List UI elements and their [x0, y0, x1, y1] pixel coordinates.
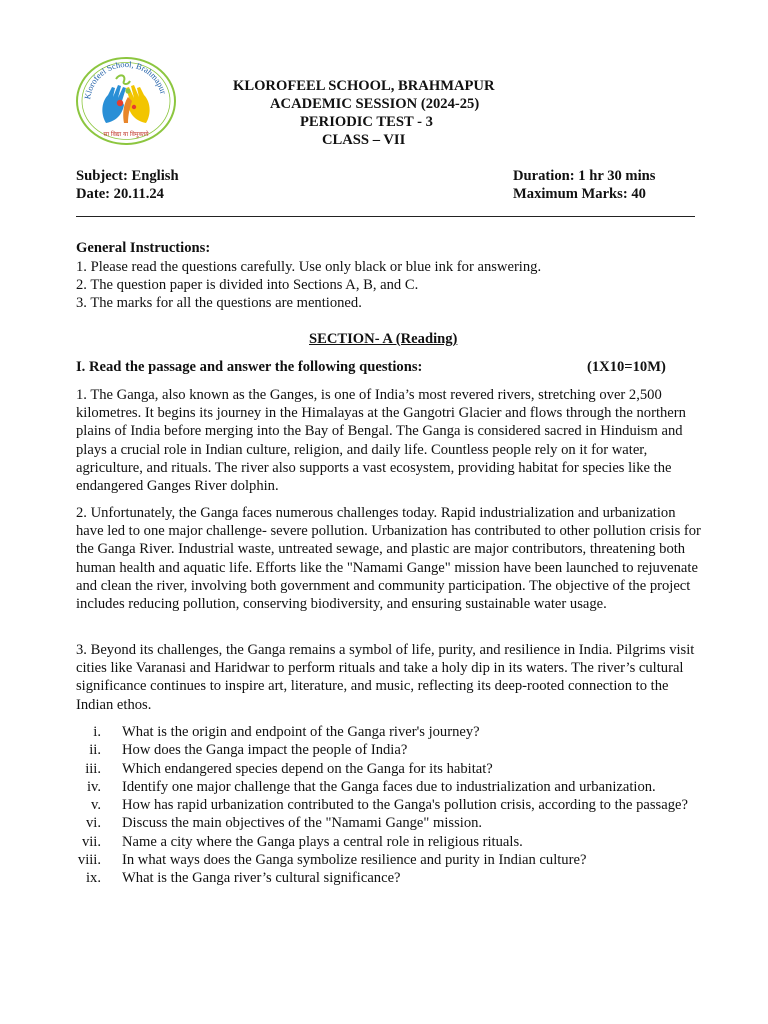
- date-label: Date: 20.11.24: [76, 186, 164, 202]
- passage-paragraph-3: 3. Beyond its challenges, the Ganga remains a symbol of life, purity, and resilience in India. Pilgrims visit cities like Varanasi and Haridwar to perform rituals and take a holy dip in its waters. The river’s cultural significance continues to inspire art, literature, and music, reflecting its deep-rooted connection to the Indian ethos.: [76, 642, 695, 713]
- school-logo-emblem: [76, 57, 176, 145]
- class-label: CLASS – VII: [322, 132, 406, 148]
- question-item: [76, 833, 704, 851]
- question-text: Identify one major challenge that the Ganga faces due to industrialization and urbanization.: [122, 778, 656, 795]
- question-item: [76, 796, 704, 814]
- question-number: ix.: [86, 870, 101, 887]
- question-number: v.: [91, 797, 101, 814]
- question-text: What is the Ganga river’s cultural significance?: [122, 870, 401, 887]
- passage-paragraph-1: 1. The Ganga, also known as the Ganges, is one of India’s most revered rivers, stretching over 2,500 kilometres. It begins its journey in the Himalayas at the Gangotri Glacier and flows through the northern plains of India before merging into the Bay of Bengal. The Ganga is considered sacred in Hinduism and plays a crucial role in Indian culture, religion, and daily life. Countless people rely on it for water, agriculture, and rituals. The river also supports a vast ecosystem, providing habitat for species like the endangered Ganges River dolphin.: [76, 387, 686, 495]
- logo-motto: सा विद्या या विमुक्तये: [103, 131, 149, 138]
- instruction-item: 2. The question paper is divided into Sections A, B, and C.: [76, 277, 419, 293]
- question-item: [76, 723, 704, 741]
- max-marks-label: Maximum Marks: 40: [513, 186, 646, 202]
- duration-label: Duration: 1 hr 30 mins: [513, 168, 656, 184]
- instruction-item: 1. Please read the questions carefully. Use only black or blue ink for answering.: [76, 259, 542, 275]
- subject-label: Subject: English: [76, 168, 179, 184]
- question-heading: I. Read the passage and answer the following questions:: [76, 359, 423, 375]
- question-text: In what ways does the Ganga symbolize resilience and purity in Indian culture?: [122, 852, 587, 869]
- meta-row-date: [76, 185, 676, 203]
- question-text: What is the origin and endpoint of the Ganga river's journey?: [122, 724, 480, 740]
- question-number: iii.: [85, 760, 101, 777]
- meta-row-subject: [76, 167, 676, 185]
- test-title: PERIODIC TEST - 3: [300, 114, 433, 130]
- question-item: [76, 869, 704, 887]
- question-number: vi.: [86, 815, 101, 832]
- question-number: ii.: [89, 742, 101, 759]
- academic-session: ACADEMIC SESSION (2024-25): [270, 96, 480, 112]
- question-marks: (1X10=10M): [587, 359, 666, 375]
- question-item: [76, 760, 704, 778]
- question-number: vii.: [81, 833, 101, 850]
- question-item: [76, 778, 704, 796]
- instruction-item: 3. The marks for all the questions are mentioned.: [76, 295, 362, 311]
- question-text: How has rapid urbanization contributed to the Ganga's pollution crisis, according to the passage?: [122, 797, 688, 814]
- passage-paragraph-2: 2. Unfortunately, the Ganga faces numerous challenges today. Rapid industrialization and urbanization have led to one major challenge- severe pollution. Urbanization has contributed to other pollution crisis for the Ganga River. Industrial waste, untreated sewage, and plastic are major contributors, threatening both human health and aquatic life. Efforts like the "Namami Gange" mission have been launched to rejuvenate and clean the river, involving both government and community participation. The objective of the project includes reducing pollution, conserving biodiversity, and ensuring sustainable water usage.: [76, 505, 701, 613]
- question-text: Which endangered species depend on the Ganga for its habitat?: [122, 760, 493, 777]
- question-list: [76, 723, 704, 888]
- question-text: Name a city where the Ganga plays a central role in religious rituals.: [122, 833, 523, 850]
- question-text: Discuss the main objectives of the "Namami Gange" mission.: [122, 815, 483, 832]
- school-logo: [76, 57, 176, 145]
- question-item: [76, 814, 704, 832]
- question-number: viii.: [77, 852, 101, 869]
- question-item: [76, 851, 704, 869]
- school-name: KLOROFEEL SCHOOL, BRAHMAPUR: [233, 78, 495, 94]
- section-a-title: SECTION- A (Reading): [309, 331, 458, 347]
- instructions-heading: General Instructions:: [76, 240, 211, 256]
- question-number: iv.: [86, 778, 101, 795]
- header-divider: [76, 216, 695, 217]
- question-item: [76, 741, 704, 759]
- logo-ring-text: Klorofeel School, Brahmapur: [82, 58, 169, 100]
- question-text: How does the Ganga impact the people of India?: [122, 742, 408, 759]
- question-number: i.: [93, 724, 101, 740]
